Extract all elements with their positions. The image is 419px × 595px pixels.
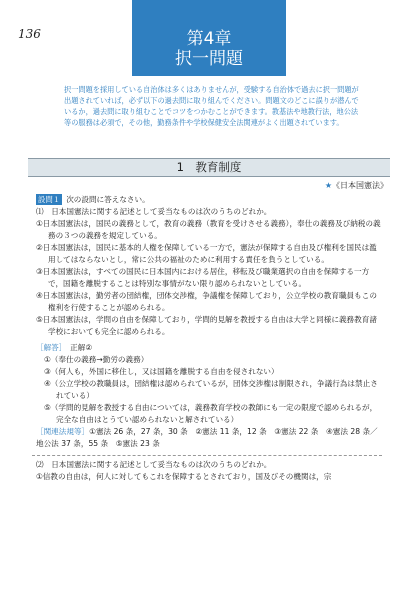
topic-label: 《日本国憲法》 — [332, 181, 388, 190]
answer-label: ［解答］ — [36, 343, 63, 352]
sub-question-1: ⑴ 日本国憲法に関する記述として妥当なものは次のうちのどれか。 — [36, 207, 272, 216]
related-laws — [36, 426, 384, 450]
question-prompt: 次の設問に答えなさい。 — [66, 194, 150, 204]
section-heading — [28, 158, 390, 177]
answer-block — [36, 342, 384, 450]
option-5: ⑤日本国憲法は，学問の自由を保障しており，学問的見解を教授する自由は大学と同様に義務教育諸学校においても完全に認められる。 — [36, 315, 377, 336]
sub2-option-1: ①信教の自由は，何人に対してもこれを保障するとされており，国及びその機関は，宗 — [36, 472, 332, 481]
sub-question-2: ⑵ 日本国憲法に関する記述として妥当なものは次のうちのどれか。 — [36, 460, 272, 469]
section-title: 教育制度 — [195, 160, 242, 174]
divider — [32, 455, 382, 456]
option-1: ①日本国憲法は，国民の義務として，教育の義務（教育を受けさせる義務），奉仕の義務及び納税の義務の３つの義務を規定している。 — [36, 219, 381, 240]
option-2: ②日本国憲法は，国民に基本的人権を保障している一方で，憲法が保障する自由及び権利を国民は濫用してはならないとし，常に公共の福祉のために利用する責任を負うとしている。 — [36, 243, 377, 264]
explanation-item: ③（何人も，外国に移住し，又は国籍を離脱する自由を侵されない） — [44, 367, 279, 376]
option-4: ④日本国憲法は，勤労者の団結権，団体交渉権，争議権を保障しており，公立学校の教育職員もこの権利を行使することが認められる。 — [36, 291, 377, 312]
question-content — [36, 193, 384, 483]
topic-tag — [325, 180, 388, 191]
explanation-item: ①（奉仕の義務→勤労の義務） — [44, 355, 149, 364]
answer-explanations — [36, 354, 384, 426]
explanation-item: ⑤（学問的見解を教授する自由については，義務教育学校の教師にも一定の限度で認められるが，完全な自由はとうてい認められないと解されている） — [44, 403, 378, 424]
related-laws-text: ①憲法 26 条，27 条，30 条 ②憲法 11 条，12 条 ③憲法 22 条 ④憲法 28 条／地公法 37 条，55 条 ⑤憲法 23 条 — [36, 427, 378, 448]
question-header — [36, 193, 384, 206]
option-3: ③日本国憲法は，すべての国民に日本国内における居住，移転及び職業選択の自由を保障する一方で，国籍を離脱することは特別な事情がない限り認められないとしている。 — [36, 267, 370, 288]
page-number: 136 — [18, 27, 41, 41]
section-number: 1 — [176, 160, 184, 174]
answer-correct: 正解② — [70, 343, 93, 352]
chapter-intro: 択一問題を採用している自治体は多くはありませんが，受験する自治体で過去に択一問題が出題されていれば，必ず以下の過去問に取り組んでください。問題文のどこに誤りが潜んでいるか，過去問に取り組むことでコツをつかむことができます。教基法や地教行法，地公法等の服務は必須で，その他，勤務条件や学校保健安全法関連がよく出題されています。 — [64, 85, 359, 127]
related-laws-label: ［関連法規等］ — [36, 427, 90, 436]
chapter-number: 第4章 — [186, 29, 232, 49]
chapter-header — [132, 0, 286, 76]
star-icon: ★ — [324, 181, 332, 190]
chapter-title: 択一問題 — [175, 49, 243, 69]
question-badge: 設問１ — [38, 195, 61, 204]
explanation-item: ④（公立学校の教職員は，団結権は認められているが，団体交渉権は制限され，争議行為は禁止されている） — [44, 379, 378, 400]
